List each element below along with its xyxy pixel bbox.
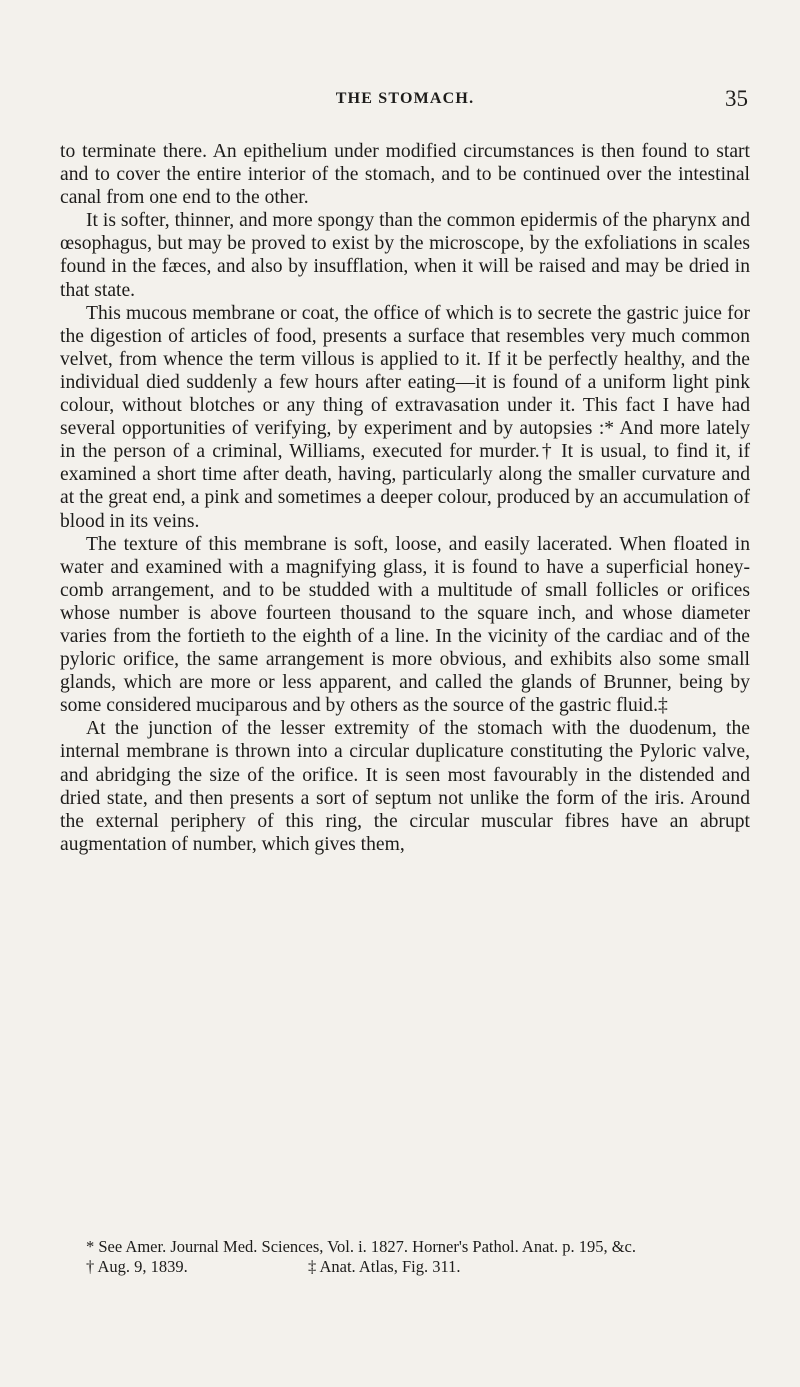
footnotes <box>60 1237 750 1277</box>
paragraph-3: This mucous membrane or coat, the office of which is to secrete the gastric juice for the digestion of articles of food, presents a surface that resembles very much common velvet, from whence the term villous is applied to it. If it be perfectly healthy, and the individual died suddenly a few hours after eating—it is found of a uniform light pink colour, without blotches or any thing of extravasation under it. This fact I have had several opportunities of verifying, by experiment and by autopsies :* And more lately in the person of a criminal, Williams, executed for murder.† It is usual, to find it, if examined a short time after death, having, particularly along the smaller curvature and at the great end, a pink and sometimes a deeper colour, produced by an accumulation of blood in its veins. <box>60 302 750 532</box>
paragraph-4: The texture of this membrane is soft, loose, and easily lacerated. When floated in water and examined with a magnifying glass, it is found to have a superficial honey-comb arrangement, and to be studded with a multitude of small follicles or orifices whose number is above fourteen thousand to the square inch, and whose diameter varies from the fortieth to the eighth of a line. In the vicinity of the cardiac and of the pyloric orifice, the same arrangement is more obvious, and exhibits also some small glands, which are more or less apparent, and called the glands of Brunner, being by some considered muciparous and by others as the source of the gastric fluid.‡ <box>60 533 750 717</box>
footnote-double-dagger: ‡ Anat. Atlas, Fig. 311. <box>308 1257 461 1276</box>
footnote-row <box>60 1257 750 1277</box>
paragraph-1: to terminate there. An epithelium under modified circumstances is then found to start and to cover the entire interior of the stomach, and to be continued over the intestinal canal from one end to the other. <box>60 141 750 209</box>
page-header <box>60 86 750 114</box>
book-page <box>60 0 750 1387</box>
running-head: THE STOMACH. <box>335 90 475 107</box>
paragraph-5: At the junction of the lesser extremity of the stomach with the duodenum, the internal membrane is thrown into a circular duplicature constituting the Pyloric valve, and abridging the size of the orifice. It is seen most favourably in the distended and dried state, and then presents a sort of septum not unlike the form of the iris. Around the external periphery of this ring, the circular muscular fibres have an abrupt augmentation of number, which gives them, <box>60 718 750 855</box>
paragraph-2: It is softer, thinner, and more spongy than the common epidermis of the pharynx and œsophagus, but may be proved to exist by the microscope, by the exfoliations in scales found in the fæces, and also by insufflation, when it will be raised and may be dried in that state. <box>60 210 750 301</box>
body-text <box>60 140 750 856</box>
footnote-dagger: † Aug. 9, 1839. <box>86 1257 188 1276</box>
footnote-star: * See Amer. Journal Med. Sciences, Vol. i. 1827. Horner's Pathol. Anat. p. 195, &c. <box>86 1237 637 1256</box>
page-number: 35 <box>725 86 748 111</box>
